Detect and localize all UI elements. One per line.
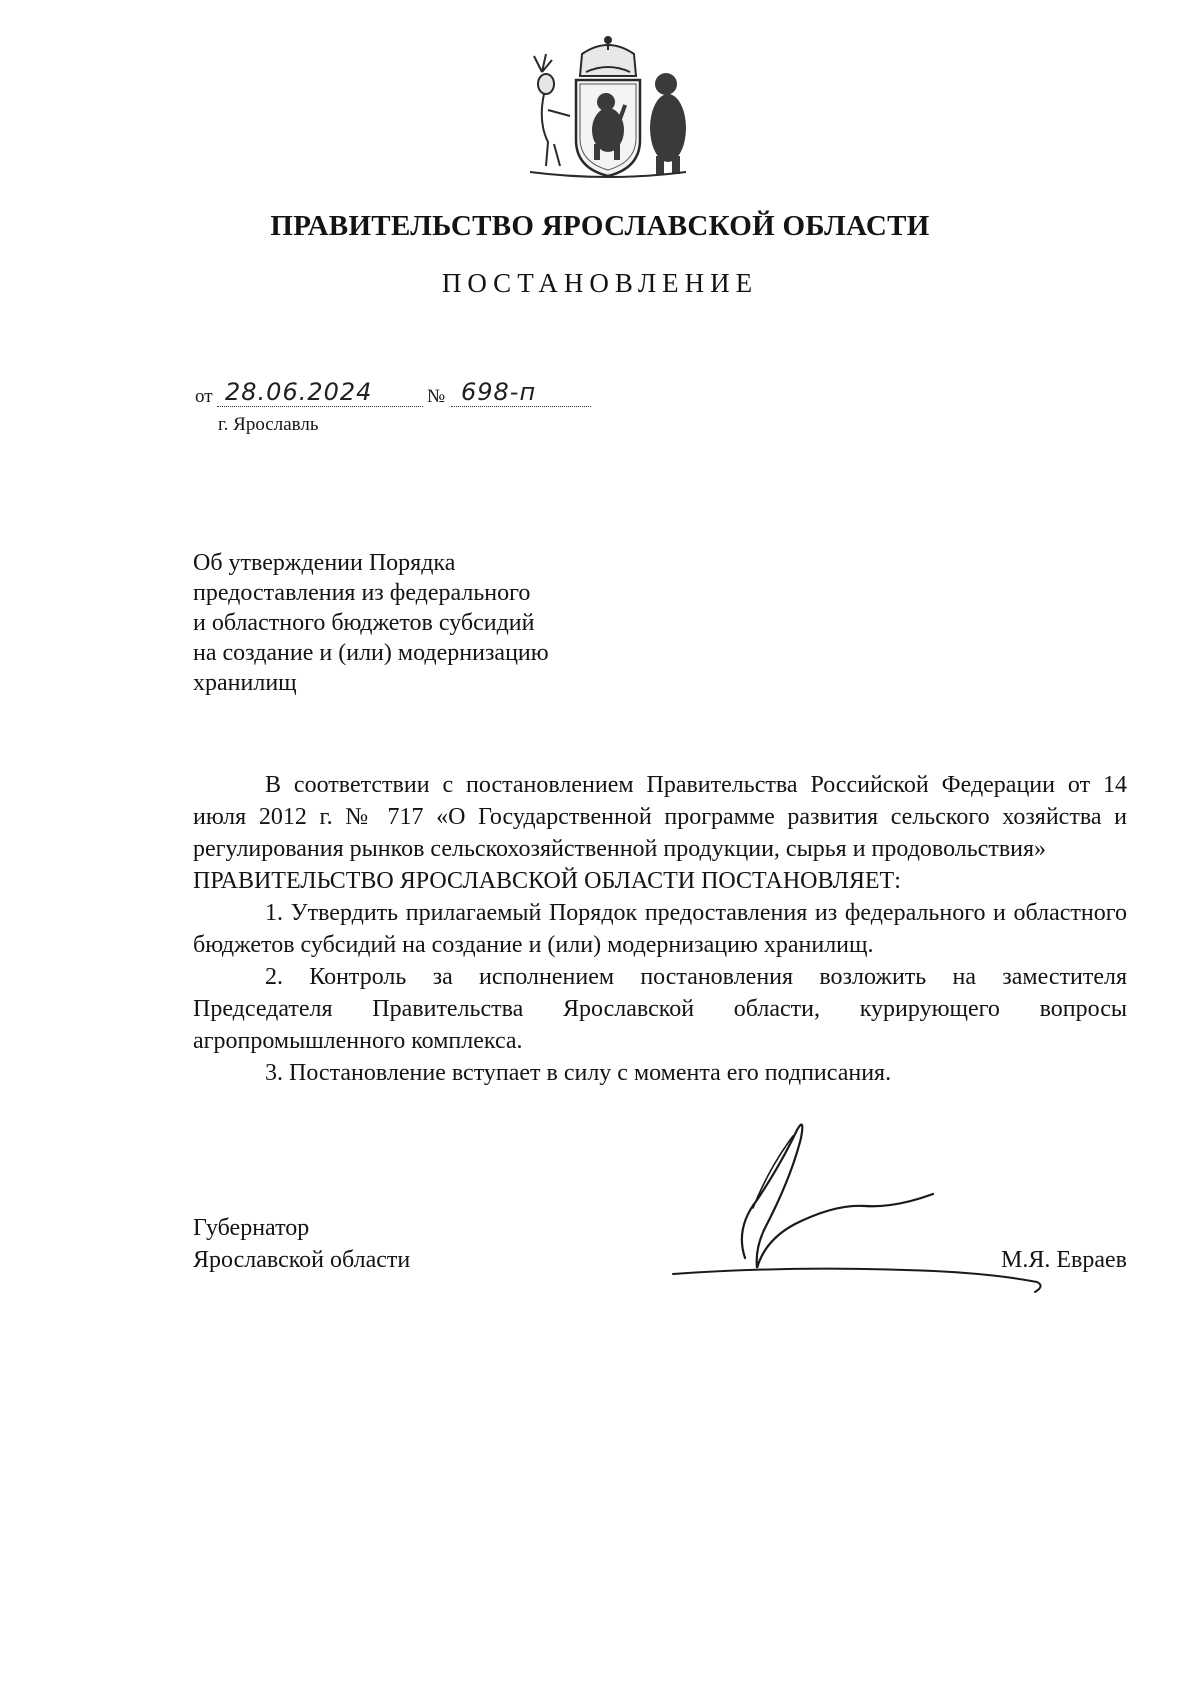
body-item: 1. Утвердить прилагаемый Порядок предоставления из федерального и областного бюджетов субсидий на создание и (или) модернизацию хранилищ. — [193, 900, 1127, 958]
position-line: Губернатор — [193, 1215, 310, 1241]
subject-line: Об утверждении Порядка — [193, 550, 456, 576]
subject-line: и областного бюджетов субсидий — [193, 610, 535, 636]
crown-icon — [580, 37, 636, 76]
number-handwritten: 698-п — [461, 378, 537, 406]
number-prefix: № — [427, 386, 446, 407]
document-body — [193, 769, 1127, 1089]
deer-supporter-icon — [534, 54, 570, 166]
document-subject — [193, 548, 653, 698]
resolution-line: ПРАВИТЕЛЬСТВО ЯРОСЛАВСКОЙ ОБЛАСТИ ПОСТАНОВЛЯЕТ: — [193, 868, 901, 894]
subject-line: предоставления из федерального — [193, 580, 531, 606]
city-label: г. Ярославль — [218, 414, 319, 435]
document-type: ПОСТАНОВЛЕНИЕ — [441, 268, 759, 298]
body-item: 2. Контроль за исполнением постановления возложить на заместителя Председателя Правительства Ярославской области, курирующего вопросы агропромышленного комплекса. — [193, 964, 1127, 1054]
date-number-line — [195, 378, 615, 414]
date-underline — [217, 406, 423, 407]
preamble-paragraph: В соответствии с постановлением Правительства Российской Федерации от 14 июля 2012 г. № 717 «О Государственной программе развития сельского хозяйства и регулирования рынков сельскохозяйственной продукции, сырья и продовольствия» — [193, 772, 1127, 862]
organization-title: ПРАВИТЕЛЬСТВО ЯРОСЛАВСКОЙ ОБЛАСТИ — [270, 210, 930, 242]
date-prefix: от — [195, 386, 213, 407]
date-handwritten: 28.06.2024 — [225, 378, 373, 406]
bear-supporter-icon — [650, 73, 686, 174]
handwritten-signature — [665, 1108, 1085, 1308]
body-item: 3. Постановление вступает в силу с момента его подписания. — [265, 1060, 892, 1086]
signatory-position — [193, 1212, 410, 1276]
coat-of-arms-icon — [520, 32, 696, 180]
subject-line: хранилищ — [193, 670, 297, 696]
number-underline — [451, 406, 591, 407]
signatory-name: М.Я. Евраев — [1001, 1247, 1127, 1273]
subject-line: на создание и (или) модернизацию — [193, 640, 549, 666]
position-line: Ярославской области — [193, 1247, 411, 1273]
signature-block — [193, 1212, 1127, 1332]
